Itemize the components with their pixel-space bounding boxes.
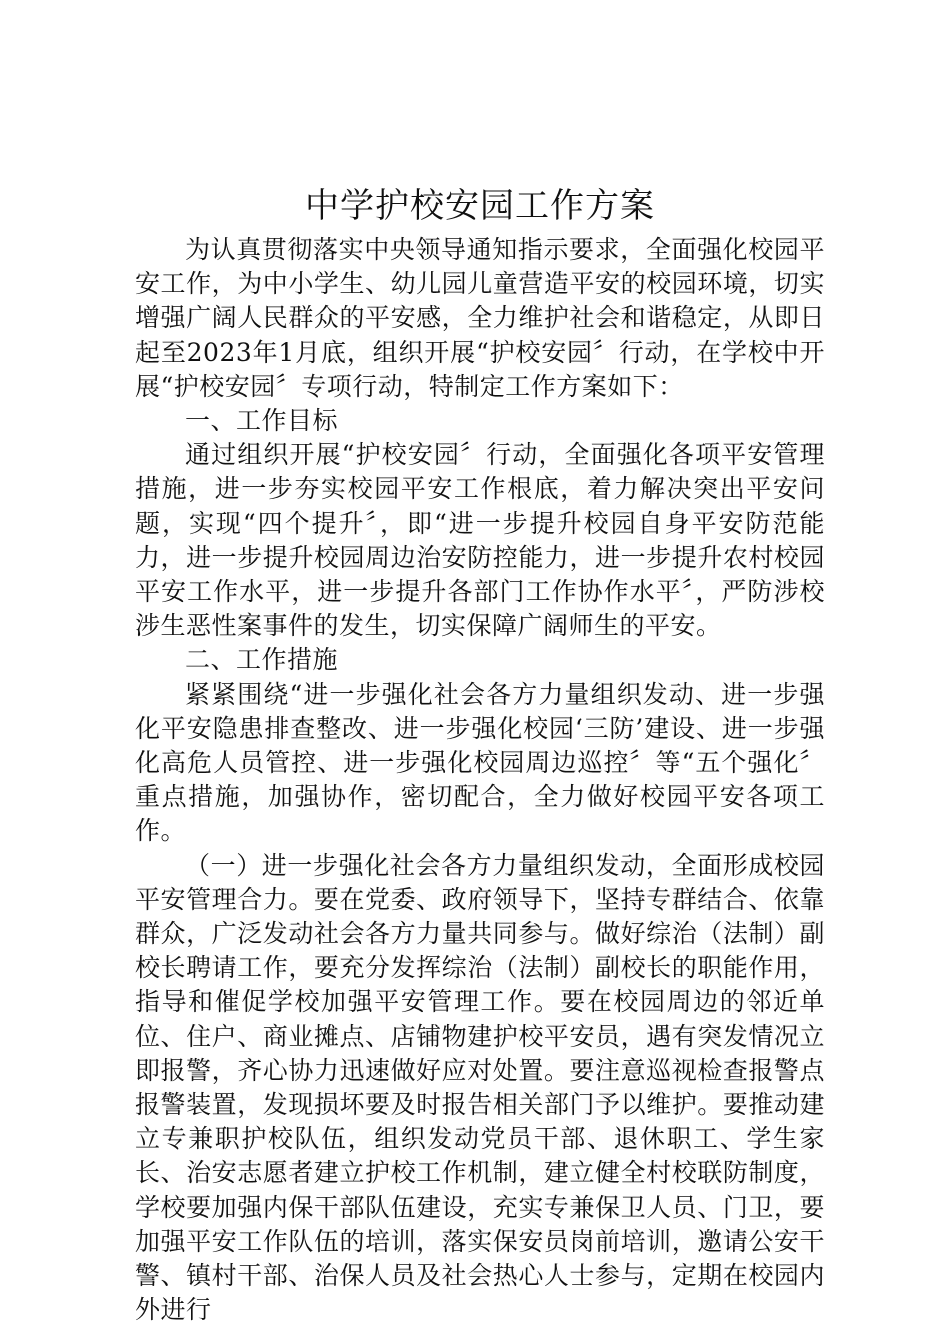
document-body bbox=[135, 183, 825, 1328]
document-title: 中学护校安园工作方案 bbox=[305, 186, 655, 226]
goals-paragraph: 通过组织开展“护校安园〞行动，全面强化各项平安管理措施，进一步夯实校园平安工作根底，着力解决突出平安问题，实现“四个提升〞，即“进一步提升校园自身平安防范能力，进一步提升校园周边治安防控能力，进一步提升农村校园平安工作水平，进一步提升各部门工作协作水平〞，严防涉校涉生恶性案事件的发生，切实保障广阔师生的平安。 bbox=[135, 440, 825, 641]
section-heading-goals: 一、工作目标 bbox=[185, 406, 339, 436]
intro-paragraph: 为认真贯彻落实中央领导通知指示要求，全面强化校园平安工作，为中小学生、幼儿园儿童营造平安的校园环境，切实增强广阔人民群众的平安感，全力维护社会和谐稳定，从即日起至2023年1月底，组织开展“护校安园〞行动，在学校中开展“护校安园〞专项行动，特制定工作方案如下： bbox=[135, 235, 825, 401]
section-heading-measures: 二、工作措施 bbox=[185, 645, 339, 675]
measures-paragraph: 紧紧围绕“进一步强化社会各方力量组织发动、进一步强化平安隐患排查整改、进一步强化校园‘三防’建设、进一步强化高危人员管控、进一步强化校园周边巡控〞等“五个强化〞重点措施，加强协作，密切配合，全力做好校园平安各项工作。 bbox=[135, 679, 825, 846]
subsection-paragraph-1: （一）进一步强化社会各方力量组织发动，全面形成校园平安管理合力。要在党委、政府领导下，坚持专群结合、依靠群众，广泛发动社会各方力量共同参与。做好综治（法制）副校长聘请工作，要充分发挥综治（法制）副校长的职能作用，指导和催促学校加强平安管理工作。要在校园周边的邻近单位、住户、商业摊点、店铺物建护校平安员，遇有突发情况立即报警，齐心协力迅速做好应对处置。要注意巡视检查报警点报警装置，发现损坏要及时报告相关部门予以维护。要推动建立专兼职护校队伍，组织发动党员干部、退休职工、学生家长、治安志愿者建立护校工作机制，建立健全村校联防制度，学校要加强内保干部队伍建设，充实专兼保卫人员、门卫，要加强平安工作队伍的培训，落实保安员岗前培训，邀请公安干警、镇村干部、治保人员及社会热心人士参与，定期在校园内外进行 bbox=[135, 850, 825, 1325]
